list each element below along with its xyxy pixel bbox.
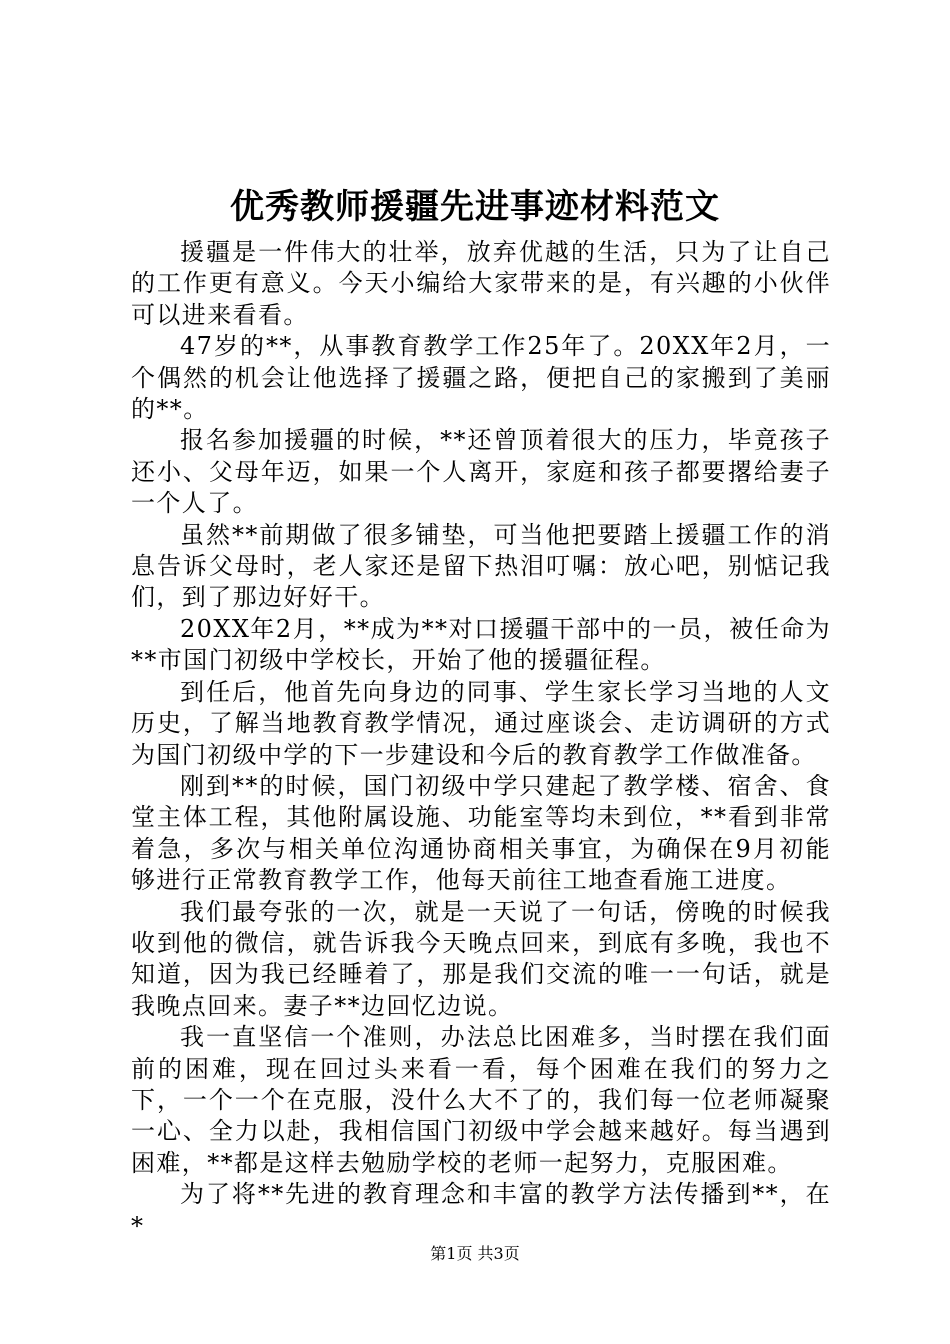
- paragraph: 刚到**的时候，国门初级中学只建起了教学楼、宿舍、食堂主体工程，其他附属设施、功能室等均未到位，**看到非常着急，多次与相关单位沟通协商相关事宜，为确保在9月初能够进行正常教育教学工作，他每天前往工地查看施工进度。: [131, 771, 831, 895]
- paragraph: 我一直坚信一个准则，办法总比困难多，当时摆在我们面前的困难，现在回过头来看一看，每个困难在我们的努力之下，一个一个在克服，没什么大不了的，我们每一位老师凝聚一心、全力以赴，我相信国门初级中学会越来越好。每当遇到困难，**都是这样去勉励学校的老师一起努力，克服困难。: [131, 1023, 831, 1177]
- paragraph: 虽然**前期做了很多铺垫，可当他把要踏上援疆工作的消息告诉父母时，老人家还是留下热泪叮嘱：放心吧，别惦记我们，到了那边好好干。: [131, 520, 831, 612]
- document-body: [131, 237, 831, 1242]
- paragraph: 到任后，他首先向身边的同事、学生家长学习当地的人文历史，了解当地教育教学情况，通过座谈会、走访调研的方式为国门初级中学的下一步建设和今后的教育教学工作做准备。: [131, 677, 831, 769]
- page-footer: 第1页 共3页: [430, 1244, 520, 1263]
- document-title: 优秀教师援疆先进事迹材料范文: [230, 187, 720, 227]
- paragraph: 我们最夸张的一次，就是一天说了一句话，傍晚的时候我收到他的微信，就告诉我今天晚点回来，到底有多晚，我也不知道，因为我已经睡着了，那是我们交流的唯一一句话，就是我晚点回来。妻子**边回忆边说。: [131, 897, 831, 1020]
- paragraph: 47岁的**，从事教育教学工作25年了。20XX年2月，一个偶然的机会让他选择了援疆之路，便把自己的家搬到了美丽的**。: [131, 332, 831, 424]
- paragraph: 报名参加援疆的时候，**还曾顶着很大的压力，毕竟孩子还小、父母年迈，如果一个人离开，家庭和孩子都要撂给妻子一个人了。: [131, 426, 831, 518]
- paragraph: 为了将**先进的教育理念和丰富的教学方法传播到**，在*: [131, 1180, 831, 1240]
- paragraph: 援疆是一件伟大的壮举，放弃优越的生活，只为了让自己的工作更有意义。今天小编给大家带来的是，有兴趣的小伙伴可以进来看看。: [131, 238, 831, 329]
- paragraph: 20XX年2月，**成为**对口援疆干部中的一员，被任命为**市国门初级中学校长，开始了他的援疆征程。: [131, 614, 831, 675]
